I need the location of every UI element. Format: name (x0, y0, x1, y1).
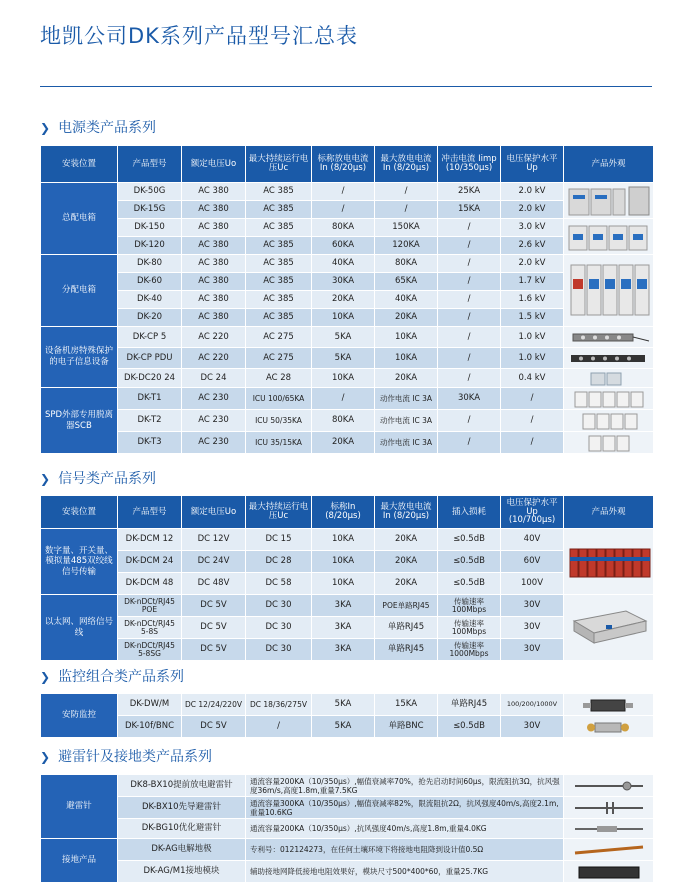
table-row: DK-AG/M1接地模块 辅助接地网降低接地电阻效果好，模块尺寸500*400*60，重量25.7KG (41, 861, 654, 883)
breaker-module-icon (564, 219, 654, 255)
table-row: DK-150 AC 380 AC 385 80KA 150KA / 3.0 kV (41, 219, 654, 237)
spd-module-icon (564, 183, 654, 219)
table-row: DK-10f/BNC DC 5V / 5KA 单路BNC ≤0.5dB 30V (41, 716, 654, 738)
signal-module-icon (564, 529, 654, 595)
lightning-table (40, 774, 654, 883)
section-heading-power: ❯ 电源类产品系列 (40, 120, 157, 136)
breaker-module-icon (564, 388, 654, 410)
table-row: DK-120 AC 380 AC 385 60KA 120KA / 2.6 kV (41, 237, 654, 255)
table-header: 安装位置 产品型号 额定电压Uo 最大持续运行电压Uc 标称放电电流In (8/20μs) 最大放电电流In (8/20μs) 冲击电流 Iimp (10/350μs) 电压保护水平Up 产品外观 (41, 146, 654, 183)
ground-plate-icon (564, 861, 654, 883)
table-row: DK-T2 AC 230 ICU 50/35KA 80KA 动作电流 IC 3A / / (41, 410, 654, 432)
monitor-table (40, 693, 654, 738)
table-row: DK-CP PDU AC 220 AC 275 5KA 10KA / 1.0 kV (41, 348, 654, 369)
table-row: 分配电箱 DK-80 AC 380 AC 385 40KA 80KA / 2.0 kV (41, 255, 654, 273)
breaker-module-icon (564, 410, 654, 432)
lightning-rod-icon (564, 797, 654, 819)
spd-module-icon (564, 255, 654, 327)
signal-table (40, 495, 654, 661)
table-row: DK-20 AC 380 AC 385 10KA 20KA / 1.5 kV (41, 309, 654, 327)
chevron-right-icon: ❯ (40, 472, 51, 486)
table-row: DK-BX10先导避雷针 通流容量300KA（10/350μs）,幅值衰减率82%，限流阻抗2Ω，抗风强度40m/s,高度2.1m,重量10.6KG (41, 797, 654, 819)
table-row: 接地产品 DK-AG电解地极 专利号：012124273，在任何土壤环境下将接地电阻降到设计值0.5Ω (41, 839, 654, 861)
power-strip-icon (564, 348, 654, 369)
chevron-right-icon: ❯ (40, 670, 51, 684)
table-row: DK-nDCt/RJ45 5-8SG DC 5V DC 30 3KA 单路RJ45 传输速率 1000Mbps 30V (41, 639, 654, 661)
table-row: DK-DCM 24 DC 24V DC 28 10KA 20KA ≤0.5dB 60V (41, 551, 654, 573)
network-box-icon (564, 595, 654, 661)
table-row: 安防监控 DK-DW/M DC 12/24/220V DC 18/36/275V 5KA 15KA 单路RJ45 100/200/1000V (41, 694, 654, 716)
lightning-rod-icon (564, 819, 654, 839)
table-row: 以太网、网络信号线 DK-nDCt/RJ45 POE DC 5V DC 30 3KA POE单路RJ45 传输速率 100Mbps 30V (41, 595, 654, 617)
power-strip-icon (564, 327, 654, 348)
title-divider (40, 86, 652, 87)
power-table (40, 145, 654, 454)
section-heading-monitor: ❯ 监控组合类产品系列 (40, 669, 185, 685)
table-row: DK-DCM 48 DC 48V DC 58 10KA 20KA ≤0.5dB 100V (41, 573, 654, 595)
bnc-arrester-icon (564, 694, 654, 716)
page-title: 地凯公司DK系列产品型号汇总表 (40, 24, 358, 48)
table-row: DK-40 AC 380 AC 385 20KA 40KA / 1.6 kV (41, 291, 654, 309)
table-row: DK-nDCt/RJ45 5-8S DC 5V DC 30 3KA 单路RJ45 传输速率 100Mbps 30V (41, 617, 654, 639)
table-row: DK-DC20 24 DC 24 AC 28 10KA 20KA / 0.4 kV (41, 369, 654, 388)
chevron-right-icon: ❯ (40, 121, 51, 135)
table-header: 安装位置 产品型号 额定电压Uo 最大持续运行电压Uc 标称In (8/20μs) 最大放电电流In (8/20μs) 插入损耗 电压保护水平Up (10/700μs) 产品外观 (41, 496, 654, 529)
table-row: 总配电箱 DK-50G AC 380 AC 385 / / 25KA 2.0 kV (41, 183, 654, 201)
section-heading-signal: ❯ 信号类产品系列 (40, 471, 157, 487)
ground-rod-icon (564, 839, 654, 861)
table-row: DK-BG10优化避雷针 通流容量200KA（10/350μs）,抗风强度40m/s,高度1.8m,重量4.0KG (41, 819, 654, 839)
breaker-module-icon (564, 432, 654, 454)
table-row: DK-15G AC 380 AC 385 / / 15KA 2.0 kV (41, 201, 654, 219)
table-row: DK-T3 AC 230 ICU 35/15KA 20KA 动作电流 IC 3A / / (41, 432, 654, 454)
lightning-rod-icon (564, 775, 654, 797)
table-row: 数字量、开关量、模拟量485双绞线信号传输 DK-DCM 12 DC 12V DC 15 10KA 20KA ≤0.5dB 40V (41, 529, 654, 551)
table-row: 设备机房特殊保护的电子信息设备 DK-CP 5 AC 220 AC 275 5KA 10KA / 1.0 kV (41, 327, 654, 348)
rail-module-icon (564, 369, 654, 388)
table-row: 避雷针 DK8-BX10提前放电避雷针 通流容量200KA（10/350μs）,幅值衰减率70%，抢先启动时间60μs，限流阻抗3Ω，抗风强度36m/s,高度1.8m,重量7.5KG (41, 775, 654, 797)
table-row: DK-60 AC 380 AC 385 30KA 65KA / 1.7 kV (41, 273, 654, 291)
table-row: SPD外部专用脱离器SCB DK-T1 AC 230 ICU 100/65KA / 动作电流 IC 3A 30KA / (41, 388, 654, 410)
bnc-arrester-icon (564, 716, 654, 738)
chevron-right-icon: ❯ (40, 750, 51, 764)
section-heading-lightning: ❯ 避雷针及接地类产品系列 (40, 749, 213, 765)
